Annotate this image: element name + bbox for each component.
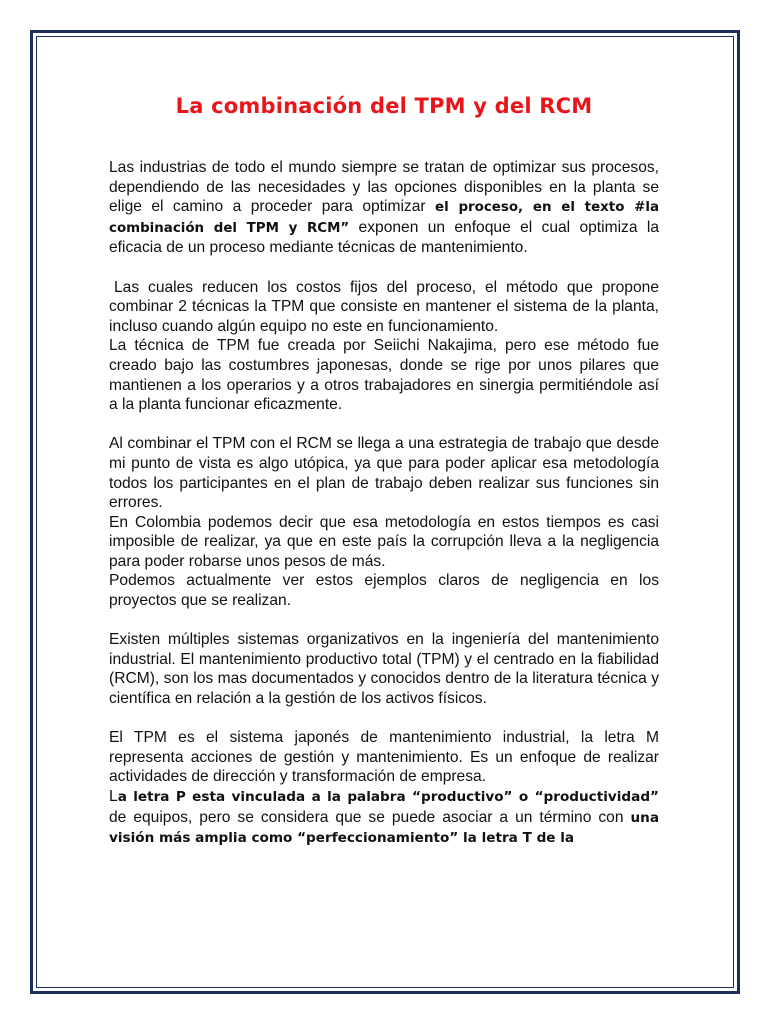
paragraph-8: El TPM es el sistema japonés de mantenimiento industrial, la letra M representa acciones de gestión y mantenimiento. Es un enfoque de realizar actividades de dirección y transformación de empresa.: [109, 729, 659, 786]
paragraph-9: [109, 787, 659, 849]
paragraph-1-part-b: el proceso, en el texto #la combinación del TPM y RCM”: [109, 200, 659, 236]
paragraph-spacer: [109, 415, 659, 435]
paragraph-9-part-d: una visión más amplia como “perfeccionamiento” la letra T de la: [109, 809, 659, 847]
paragraph-9-part-c: de equipos, pero se considera que se puede asociar a un término con: [109, 808, 631, 826]
paragraph-1-part-c: exponen un enfoque el cual optimiza la eficacia de un proceso mediante técnicas de mantenimiento.: [109, 218, 659, 257]
paragraph-spacer: [109, 258, 659, 278]
paragraph-spacer: [109, 709, 659, 729]
paragraph-6: Podemos actualmente ver estos ejemplos claros de negligencia en los proyectos que se realizan.: [109, 572, 659, 610]
paragraph-4: Al combinar el TPM con el RCM se llega a una estrategia de trabajo que desde mi punto de vista es algo utópica, ya que para poder aplicar esa metodología todos los participantes en el plan de trabajo deben realizar sus funciones sin errores.: [109, 435, 659, 512]
paragraph-5: En Colombia podemos decir que esa metodología en estos tiempos es casi imposible de realizar, ya que en este país la corrupción lleva a la negligencia para poder robarse unos pesos de más.: [109, 513, 659, 570]
paragraph-9-part-b: a letra P esta vinculada a la palabra “productivo” o “productividad”: [117, 789, 659, 805]
paragraph-3: La técnica de TPM fue creada por Seiichi Nakajima, pero ese método fue creado bajo las costumbres japonesas, donde se rige por unos pilares que mantienen a los operarios y a otros trabajadores en sinergia permitiéndole así a la planta funcionar eficazmente.: [109, 337, 659, 414]
paragraph-1: [109, 158, 659, 258]
paragraph-spacer: [109, 611, 659, 631]
paragraph-9-part-a: L: [109, 788, 118, 805]
document-title: La combinación del TPM y del RCM: [175, 94, 593, 118]
document-body: [109, 158, 659, 849]
paragraph-1-part-a: Las industrias de todo el mundo siempre se tratan de optimizar sus procesos, dependiendo de las necesidades y las opciones disponibles en la planta se elige el camino a proceder para optimizar: [109, 159, 659, 216]
paragraph-7: Existen múltiples sistemas organizativos en la ingeniería del mantenimiento industrial. El mantenimiento productivo total (TPM) y el centrado en la fiabilidad (RCM), son los mas documentados y conocidos dentro de la literatura técnica y científica en relación a la gestión de los activos físicos.: [109, 631, 659, 708]
paragraph-2: Las cuales reducen los costos fijos del proceso, el método que propone combinar 2 técnicas la TPM que consiste en mantener el sistema de la planta, incluso cuando algún equipo no este en funcionamiento.: [109, 278, 659, 335]
document-content: [109, 86, 659, 849]
